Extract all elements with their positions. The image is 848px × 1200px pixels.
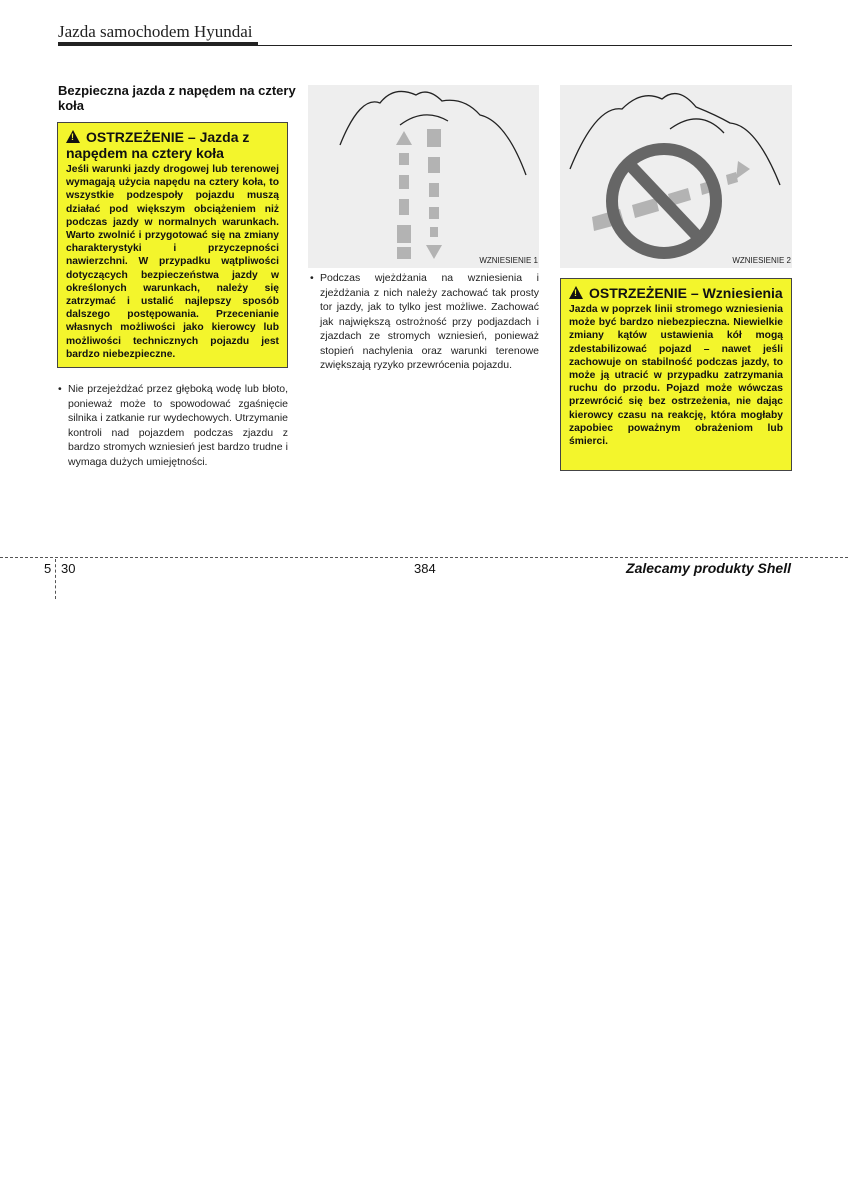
warning-body: Jeśli warunki jazdy drogowej lub terenowej wymagają użycia napędu na cztery koła, to wszystkie podzespoły pojazdu muszą działać pod większym obciążeniem niż podczas jazdy w normalnych warunkach. Warto zwolnić i przygotować się na zmiany charakterystyki i przyczepności nawierzchni. W przypadku wątpliwości dotyczących bezpieczeństwa jazdy w określonych warunkach, należy się zatrzymać i ustalić najlepszy sposób dalszego postępowania. Przecenianie własnych możliwości jako kierowcy lub możliwości technicznych pojazdu jest bardzo niebezpieczne. [66, 164, 279, 360]
warning-title: !OSTRZEŻENIE – Wzniesienia [569, 285, 783, 301]
header-rule [58, 45, 792, 46]
warning-title: !OSTRZEŻENIE – Jazda z napędem na cztery koła [66, 129, 279, 161]
bullet-dot: • [58, 383, 62, 395]
footer-vertical-divider [55, 559, 56, 599]
slope-figure-1 [308, 85, 539, 268]
warning-icon [66, 130, 80, 143]
running-header: Jazda samochodem Hyundai [58, 22, 253, 41]
chapter-number: 5 [44, 561, 52, 576]
bullet-item-slope: • Podczas wjeżdżania na wzniesienia i zjeżdżania z nich należy zachować tak prosty tor jazdy, jak to tylko jest możliwe. Zachować jak największą ostrożność przy podjazdach i zjazdach ze stromych wzniesień, ponieważ stopień nachylenia oraz warunki terenowe zwiększają ryzyko przewrócenia pojazdu. [310, 272, 539, 371]
warning-body: Jazda w poprzek linii stromego wzniesienia może być bardzo niebezpieczna. Niewielkie zmiany kątów ustawienia kół mogą zdestabilizować pojazd – nawet jeśli zachowuje on stabilność podczas jazdy, to może ją utracić w przypadku zatrzymania ruchu do przodu. Pojazd może wówczas przewrócić się bez ostrzeżenia, nie dając kierowcy czasu na reakcję, która mogłaby zapobiec poważnym obrażeniom lub śmierci. [569, 304, 783, 448]
no-traverse-illustration [560, 85, 792, 268]
figure-caption: WZNIESIENIE 2 [732, 256, 791, 265]
figure-caption: WZNIESIENIE 1 [479, 256, 538, 265]
hills-straight-illustration [308, 85, 539, 268]
page-number: 384 [414, 561, 436, 576]
section-heading: Bezpieczna jazda z napędem na cztery koła [58, 83, 296, 113]
bullet-dot: • [310, 272, 314, 284]
footer-divider [0, 557, 848, 558]
section-page-number: 30 [61, 561, 76, 576]
warning-box-4wd [57, 122, 288, 368]
warning-box-slopes [560, 278, 792, 471]
slope-figure-2 [560, 85, 792, 268]
footer-brand-text: Zalecamy produkty Shell [626, 560, 791, 576]
bullet-item-water: • Nie przejeżdżać przez głęboką wodę lub błoto, ponieważ może to spowodować zgaśnięcie silnika i zatkanie rur wydechowych. Utrzymanie kontroli nad pojazdem podczas zjazdu z bardzo stromych wzniesień jest bardzo trudne i wymaga dużych umiejętności. [58, 383, 288, 468]
warning-icon [569, 286, 583, 299]
